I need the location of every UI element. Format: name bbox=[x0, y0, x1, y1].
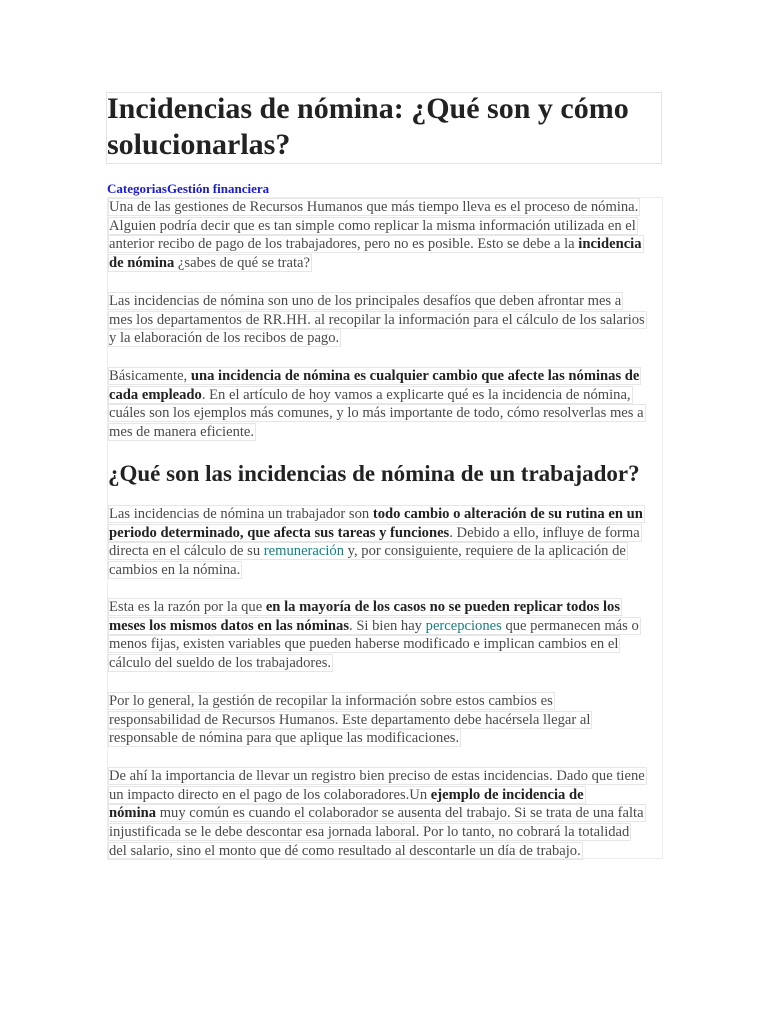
paragraph-definition bbox=[108, 367, 664, 442]
text-line: nómina muy común es cuando el colaborador se ausenta del trabajo. Si se trata de una falta bbox=[109, 805, 644, 822]
paragraph-intro bbox=[108, 198, 664, 273]
text-line: Básicamente, una incidencia de nómina es cualquier cambio que afecte las nóminas de bbox=[109, 368, 640, 384]
category-link[interactable]: Gestión financiera bbox=[166, 181, 270, 196]
text-line: mes de manera eficiente. bbox=[109, 424, 255, 441]
bold-text: cada empleado bbox=[109, 386, 202, 403]
text-line: anterior recibo de pago de los trabajadores, pero no es posible. Esto se debe a la incidencia bbox=[109, 236, 642, 253]
text-line: y la elaboración de los recibos de pago. bbox=[109, 330, 340, 347]
bold-text: una incidencia de nómina es cualquier cambio que afecte las nóminas de bbox=[190, 368, 640, 384]
paragraph-responsibility bbox=[108, 692, 664, 748]
text-line: Esta es la razón por la que en la mayoría de los casos no se pueden replicar todos los bbox=[109, 599, 621, 615]
bold-text: todo cambio o alteración de su rutina en un bbox=[372, 506, 643, 522]
page-title bbox=[107, 91, 663, 163]
text-line: Alguien podría decir que es tan simple como replicar la misma información utilizada en el bbox=[109, 217, 636, 234]
text-line: Una de las gestiones de Recursos Humanos que más tiempo lleva es el proceso de nómina. bbox=[109, 199, 639, 215]
text-line: Por lo general, la gestión de recopilar la información sobre estos cambios es bbox=[109, 693, 553, 709]
text-line: cambios en la nómina. bbox=[109, 562, 241, 579]
text-line: injustificada se le debe descontar esa jornada laboral. Por lo tanto, no cobrará la totalidad bbox=[109, 824, 630, 841]
text-line: cada empleado. En el artículo de hoy vamos a explicarte qué es la incidencia de nómina, bbox=[109, 386, 631, 403]
bold-text: ejemplo de incidencia de bbox=[430, 786, 584, 803]
paragraph-what-are bbox=[108, 505, 664, 580]
text-line: mes los departamentos de RR.HH. al recopilar la información para el cálculo de los salarios bbox=[109, 311, 645, 328]
text-line: Las incidencias de nómina un trabajador son todo cambio o alteración de su rutina en un bbox=[109, 506, 643, 522]
paragraph-example bbox=[108, 767, 664, 860]
text-line: cuáles son los ejemplos más comunes, y lo más importante de todo, cómo resolverlas mes a bbox=[109, 405, 644, 422]
category-links bbox=[107, 181, 269, 197]
bold-text: de nómina bbox=[109, 255, 175, 272]
text-line: de nómina ¿sabes de qué se trata? bbox=[109, 255, 311, 272]
title-line-1: Incidencias de nómina: ¿Qué son y cómo bbox=[107, 92, 629, 125]
article-body bbox=[107, 197, 663, 859]
text-line: del salario, sino el monto que dé como resultado al descontarle un día de trabajo. bbox=[109, 842, 581, 859]
text-line: responsable de nómina para que aplique las modificaciones. bbox=[109, 730, 460, 747]
text-line: De ahí la importancia de llevar un registro bien preciso de estas incidencias. Dado que tiene bbox=[109, 768, 645, 784]
bold-text: meses los mismos datos en las nóminas bbox=[109, 617, 350, 634]
text-line: periodo determinado, que afecta sus tareas y funciones. Debido a ello, influye de forma bbox=[109, 524, 640, 541]
bold-text: en la mayoría de los casos no se pueden replicar todos los bbox=[265, 599, 621, 615]
text-line: Las incidencias de nómina son uno de los principales desafíos que deben afrontar mes a bbox=[109, 293, 622, 309]
bold-text: periodo determinado, que afecta sus tareas y funciones bbox=[109, 524, 450, 541]
title-line-2: solucionarlas? bbox=[107, 128, 291, 161]
bold-text: incidencia bbox=[578, 236, 642, 253]
text-line: meses los mismos datos en las nóminas. Si bien hay percepciones que permanecen más o bbox=[109, 617, 639, 634]
paragraph-challenges bbox=[108, 292, 664, 348]
text-line: directa en el cálculo de su remuneración y, por consiguiente, requiere de la aplicación de bbox=[109, 543, 626, 560]
text-line: responsabilidad de Recursos Humanos. Este departamento debe hacérsela llegar al bbox=[109, 711, 591, 728]
bold-text: nómina bbox=[109, 805, 157, 822]
text-line: menos fijas, existen variables que pueden haberse modificado e implican cambios en el bbox=[109, 636, 619, 653]
paragraph-reason bbox=[108, 598, 664, 673]
remuneracion-link[interactable]: remuneración bbox=[263, 543, 345, 560]
percepciones-link[interactable]: percepciones bbox=[425, 617, 502, 634]
section-heading: ¿Qué son las incidencias de nómina de un trabajador? bbox=[108, 461, 640, 486]
categories-label[interactable]: Categorias bbox=[107, 181, 167, 196]
text-line: cálculo del sueldo de los trabajadores. bbox=[109, 655, 332, 672]
text-line: un impacto directo en el pago de los colaboradores.Un ejemplo de incidencia de bbox=[109, 786, 584, 803]
